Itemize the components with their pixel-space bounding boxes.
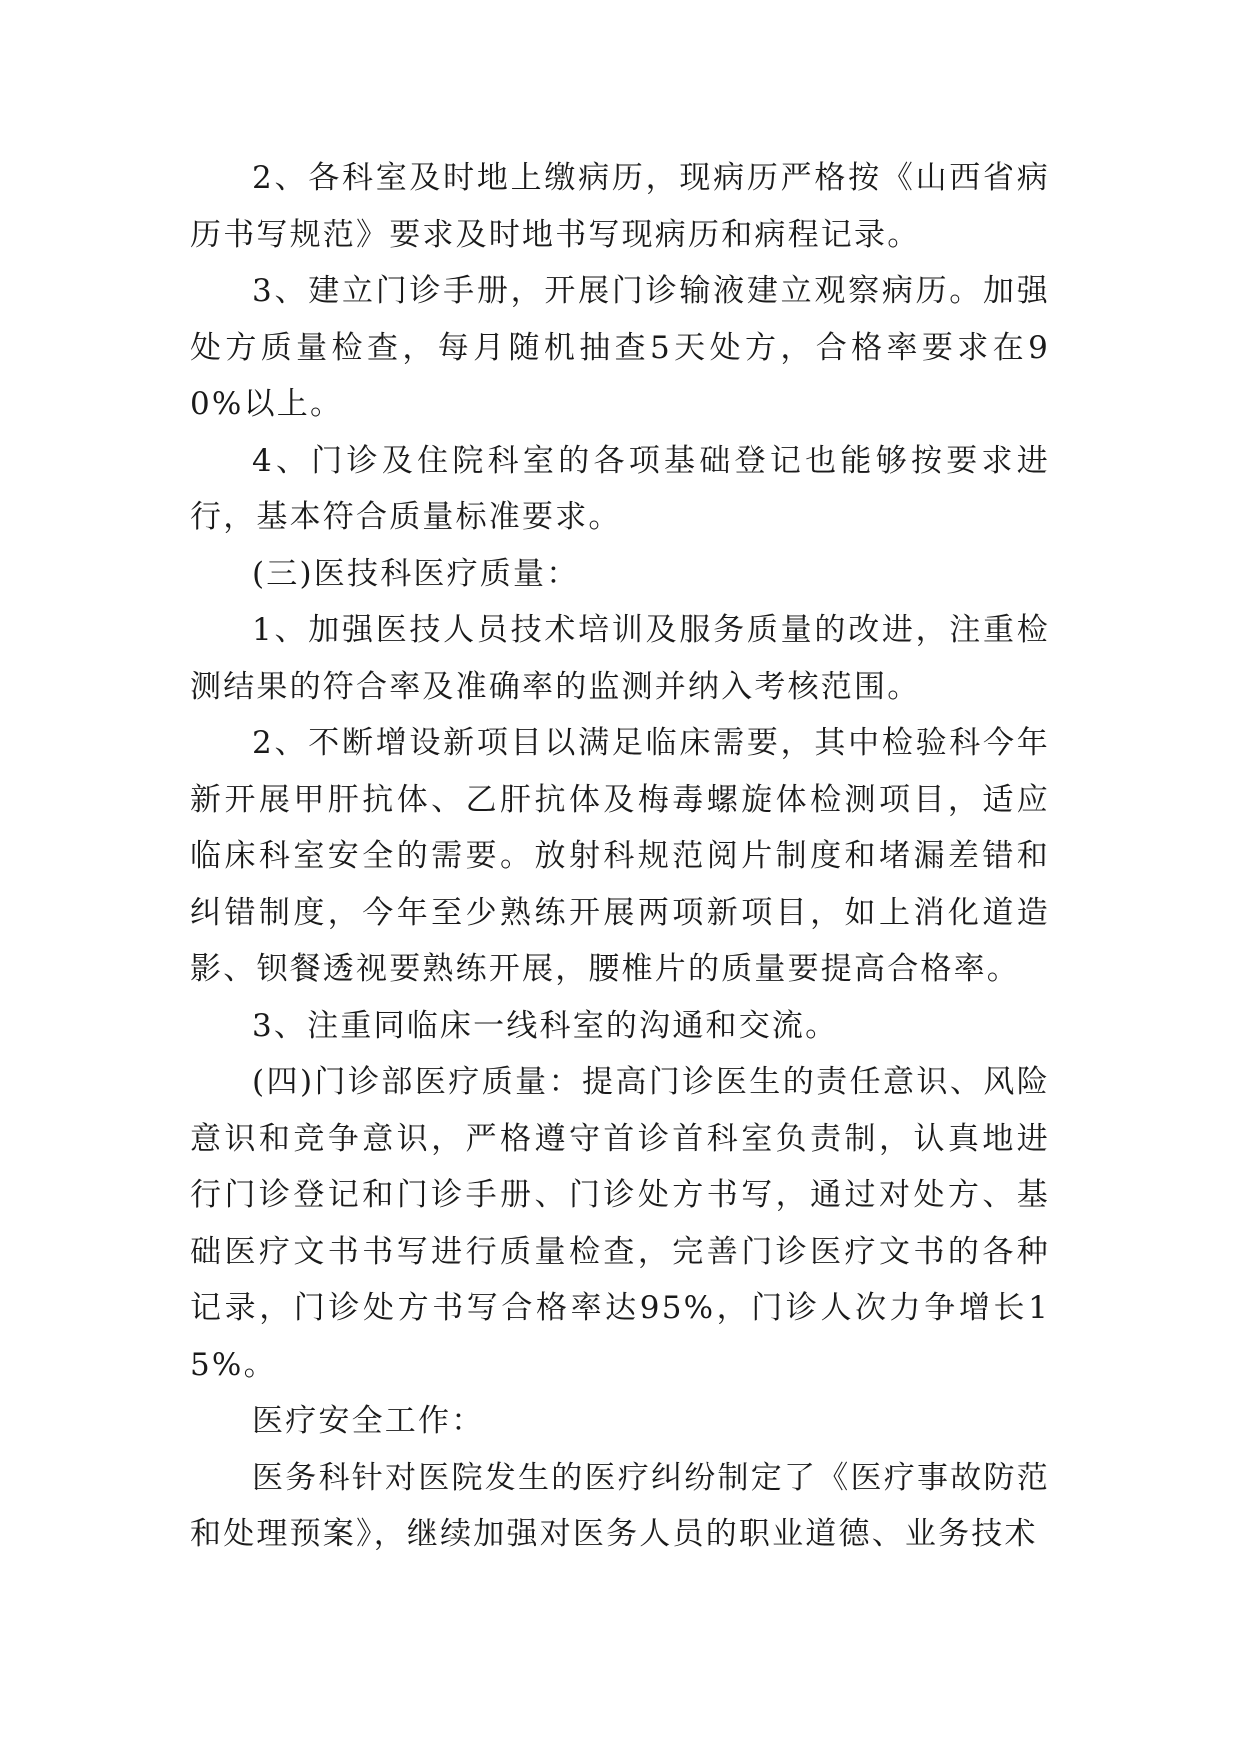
paragraph-tech-training: 1、加强医技人员技术培训及服务质量的改进，注重检测结果的符合率及准确率的监测并纳入考核范围。 [190, 612, 1050, 705]
paragraph-registration: 4、门诊及住院科室的各项基础登记也能够按要求进行，基本符合质量标准要求。 [190, 442, 1050, 535]
paragraph-outpatient-quality: (四)门诊部医疗质量：提高门诊医生的责任意识、风险意识和竞争意识，严格遵守首诊首科室负责制，认真地进行门诊登记和门诊手册、门诊处方书写，通过对处方、基础医疗文书书写进行质量检查，完善门诊医疗文书的各种记录，门诊处方书写合格率达95%，门诊人次力争增长15%。 [190, 1064, 1050, 1383]
section-heading-medical-tech: (三)医技科医疗质量： [252, 555, 580, 592]
document-body [190, 150, 1050, 1563]
paragraph-new-projects: 2、不断增设新项目以满足临床需要，其中检验科今年新开展甲肝抗体、乙肝抗体及梅毒螺旋体检测项目，适应临床科室安全的需要。放射科规范阅片制度和堵漏差错和纠错制度，今年至少熟练开展两项新项目，如上消化道造影、钡餐透视要熟练开展，腰椎片的质量要提高合格率。 [190, 725, 1050, 987]
paragraph-outpatient-handbook: 3、建立门诊手册，开展门诊输液建立观察病历。加强处方质量检查，每月随机抽查5天处方，合格率要求在90%以上。 [190, 273, 1050, 422]
paragraph-safety-plan: 医务科针对医院发生的医疗纠纷制定了《医疗事故防范和处理预案》，继续加强对医务人员的职业道德、业务技术 [190, 1459, 1050, 1552]
paragraph-medical-records: 2、各科室及时地上缴病历，现病历严格按《山西省病历书写规范》要求及时地书写现病历和病程记录。 [190, 160, 1050, 253]
paragraph-communication: 3、注重同临床一线科室的沟通和交流。 [252, 1007, 839, 1044]
section-heading-medical-safety: 医疗安全工作： [252, 1403, 485, 1439]
